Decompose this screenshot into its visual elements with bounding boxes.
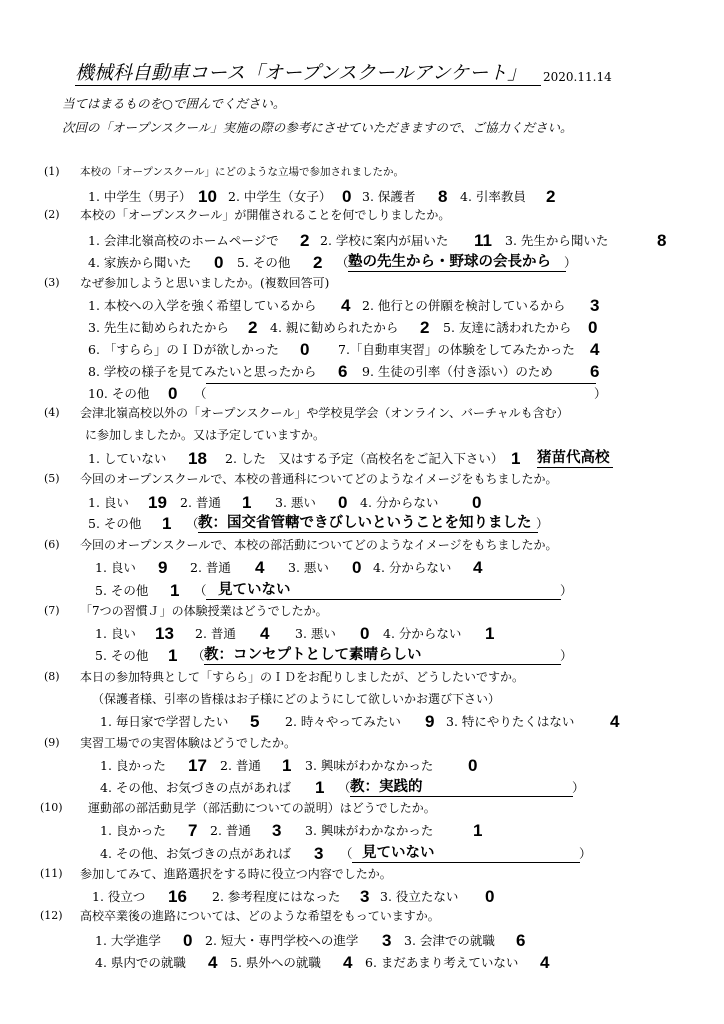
q9-option-1-label: 1. 良かった	[100, 758, 166, 773]
question-4-text-line-2: に参加しましたか。又は予定していますか。	[85, 428, 326, 442]
q12-option-2-count: 3	[382, 931, 392, 950]
q9-option-2-label: 2. 普通	[220, 758, 261, 773]
question-11-number: (11)	[40, 867, 63, 880]
q3-other-close-paren: ）	[594, 386, 607, 401]
q11-option-3-count: 0	[485, 887, 495, 906]
q7-other-open-paren: （	[192, 648, 205, 663]
q3-option-1-count: 4	[341, 296, 351, 315]
q2-option-1-label: 1. 会津北嶺高校のホームページで	[88, 233, 279, 248]
q11-option-2-count: 3	[360, 887, 370, 906]
q1-option-1-count: 10	[198, 187, 217, 206]
q4-option-2-count: 1	[511, 449, 521, 468]
question-12-answers-row-2	[0, 952, 724, 974]
q10-option-2-count: 3	[272, 821, 282, 840]
q7-option-4-count: 1	[485, 624, 495, 643]
q5-option-5-count: 1	[162, 514, 172, 533]
q1-option-4-count: 2	[546, 187, 556, 206]
question-5	[0, 468, 724, 490]
q9-option-4-label: 4. その他、お気づきの点があれば	[100, 780, 291, 795]
q2-other-close-paren: ）	[564, 255, 577, 270]
question-11	[0, 863, 724, 885]
question-5-answers-row-2	[0, 513, 724, 535]
q1-option-3-label: 3. 保護者	[362, 189, 416, 204]
question-10-text: 運動部の部活動見学（部活動についての説明）はどうでしたか。	[88, 801, 436, 815]
q12-option-3-label: 3. 会津での就職	[404, 933, 495, 948]
question-3-text: なぜ参加しようと思いましたか。(複数回答可)	[80, 276, 330, 290]
q10-option-1-count: 7	[188, 821, 198, 840]
q3-option-10-count: 0	[168, 384, 178, 403]
q2-option-1-count: 2	[300, 231, 310, 250]
question-4-text-continued	[0, 424, 724, 446]
q8-option-1-label: 1. 毎日家で学習したい	[100, 714, 229, 729]
q6-option-2-count: 4	[255, 558, 265, 577]
q3-option-4-count: 2	[420, 318, 430, 337]
q6-option-4-label: 4. 分からない	[373, 560, 452, 575]
q3-option-2-label: 2. 他行との併願を検討しているから	[362, 298, 566, 313]
question-8	[0, 666, 724, 688]
question-1-text: 本校の「オープンスクール」にどのような立場で参加されましたか。	[80, 166, 405, 178]
q5-option-3-count: 0	[338, 493, 348, 512]
q6-option-5-label: 5. その他	[95, 583, 149, 598]
question-8-text: 本日の参加特典として「すらら」のＩＤをお配りしましたが、どうしたいですか。	[80, 670, 525, 684]
question-12-number: (12)	[40, 909, 63, 922]
question-3-answers-row-3	[0, 339, 724, 361]
question-6-number: (6)	[44, 538, 60, 551]
question-7-text: 「7つの習慣Ｊ」の体験授業はどうでしたか。	[80, 604, 328, 618]
q7-option-3-label: 3. 悪い	[295, 626, 336, 641]
q9-other-answer: 教：実践的	[350, 777, 573, 797]
question-3-answers-row-1	[0, 295, 724, 317]
q7-option-1-count: 13	[155, 624, 174, 643]
survey-title: 機械科自動車コース「オープンスクールアンケート」	[75, 61, 541, 86]
question-10	[0, 797, 724, 819]
q7-option-1-label: 1. 良い	[95, 626, 136, 641]
q3-option-7-count: 4	[590, 340, 600, 359]
q11-option-2-label: 2. 参考程度にはなった	[212, 889, 341, 904]
q5-option-4-count: 0	[472, 493, 482, 512]
question-5-number: (5)	[44, 472, 60, 485]
question-4-answers	[0, 448, 724, 470]
q6-option-4-count: 4	[473, 558, 483, 577]
q12-option-2-label: 2. 短大・専門学校への進学	[205, 933, 359, 948]
q6-option-1-label: 1. 良い	[95, 560, 136, 575]
question-9-answers-row-2	[0, 777, 724, 799]
question-1-number: (1)	[44, 165, 60, 178]
question-7-answers-row-1	[0, 623, 724, 645]
q12-option-5-count: 4	[343, 953, 353, 972]
q7-other-close-paren: ）	[560, 648, 573, 663]
q2-option-4-label: 4. 家族から聞いた	[88, 255, 192, 270]
q6-other-open-paren: （	[194, 583, 207, 598]
q1-option-3-count: 8	[438, 187, 448, 206]
q2-option-3-label: 3. 先生から聞いた	[505, 233, 609, 248]
question-6-answers-row-1	[0, 557, 724, 579]
question-6-answers-row-2	[0, 580, 724, 602]
q7-option-5-count: 1	[168, 646, 178, 665]
q5-option-3-label: 3. 悪い	[275, 495, 316, 510]
q5-option-1-label: 1. 良い	[88, 495, 129, 510]
q7-option-2-count: 4	[260, 624, 270, 643]
question-2-text: 本校の「オープンスクール」が開催されることを何でしりましたか。	[80, 208, 451, 222]
question-2-number: (2)	[44, 208, 60, 221]
q1-option-2-label: 2. 中学生（女子）	[228, 189, 332, 204]
q3-option-8-count: 6	[338, 362, 348, 381]
q8-option-1-count: 5	[250, 712, 260, 731]
q3-option-5-count: 0	[588, 318, 598, 337]
q8-option-2-label: 2. 時々やってみたい	[285, 714, 401, 729]
q10-option-1-label: 1. 良かった	[100, 823, 166, 838]
q3-option-1-label: 1. 本校への入学を強く希望しているから	[88, 298, 317, 313]
q2-option-2-count: 11	[474, 231, 492, 250]
q3-option-6-count: 0	[300, 340, 310, 359]
q11-option-1-count: 16	[168, 887, 187, 906]
question-7-answers-row-2	[0, 645, 724, 667]
q6-other-answer: 見ていない	[206, 580, 561, 600]
survey-date: 2020.11.14	[543, 70, 612, 84]
q4-option-1-count: 18	[188, 449, 207, 468]
q10-option-4-label: 4. その他、お気づきの点があれば	[100, 846, 291, 861]
question-8-answers	[0, 711, 724, 733]
q10-option-3-count: 1	[473, 821, 483, 840]
q11-option-3-label: 3. 役立たない	[380, 889, 459, 904]
q3-option-5-label: 5. 友達に誘われたから	[443, 320, 572, 335]
question-3	[0, 272, 724, 294]
q3-other-open-paren: （	[194, 386, 207, 401]
question-2-answers-row-2	[0, 252, 724, 274]
question-4-number: (4)	[44, 406, 60, 419]
q12-option-5-label: 5. 県外への就職	[230, 955, 321, 970]
q7-option-2-label: 2. 普通	[195, 626, 236, 641]
q4-option-1-label: 1. していない	[88, 451, 167, 466]
q9-other-close-paren: ）	[572, 780, 585, 795]
q2-option-4-count: 0	[214, 253, 224, 272]
q2-option-3-count: 8	[657, 231, 667, 250]
q12-option-6-label: 6. まだあまり考えていない	[365, 955, 519, 970]
q3-option-3-label: 3. 先生に勧められたから	[88, 320, 229, 335]
question-8-text-line-2: （保護者様、引率の皆様はお子様にどのようにして欲しいかお選び下さい）	[92, 692, 501, 706]
question-10-answers-row-2	[0, 843, 724, 865]
question-9-text: 実習工場での実習体験はどうでしたか。	[80, 736, 297, 750]
question-12-text: 高校卒業後の進路については、どのような希望をもっていますか。	[80, 909, 440, 923]
q8-option-3-label: 3. 特にやりたくはない	[446, 714, 575, 729]
question-12-answers-row-1	[0, 930, 724, 952]
question-3-answers-row-2	[0, 317, 724, 339]
q5-other-open-paren: （	[186, 516, 199, 531]
q3-option-9-count: 6	[590, 362, 600, 381]
q4-option-2-label: 2. した 又はする予定（高校名をご記入下さい）	[225, 451, 504, 466]
question-3-number: (3)	[44, 276, 60, 289]
question-2-answers-row-1	[0, 230, 724, 252]
q5-option-2-label: 2. 普通	[180, 495, 221, 510]
q3-option-2-count: 3	[590, 296, 600, 315]
q5-other-answer: 教：国交省管轄できびしいということを知りました	[198, 513, 538, 533]
q1-option-2-count: 0	[342, 187, 352, 206]
question-2	[0, 204, 724, 226]
q3-other-answer	[206, 383, 596, 384]
q3-option-8-label: 8. 学校の様子を見てみたいと思ったから	[88, 364, 317, 379]
q9-option-1-count: 17	[188, 756, 207, 775]
q5-option-2-count: 1	[242, 493, 252, 512]
q7-option-5-label: 5. その他	[95, 648, 149, 663]
q10-other-close-paren: ）	[579, 846, 592, 861]
question-10-number: (10)	[40, 801, 63, 814]
q9-other-open-paren: （	[338, 780, 351, 795]
q12-option-4-label: 4. 県内での就職	[95, 955, 186, 970]
q2-option-5-label: 5. その他	[237, 255, 291, 270]
q3-option-4-label: 4. 親に勧められたから	[270, 320, 399, 335]
q7-option-3-count: 0	[360, 624, 370, 643]
q2-option-5-count: 2	[313, 253, 323, 272]
q5-other-close-paren: ）	[536, 516, 549, 531]
q3-option-10-label: 10. その他	[88, 386, 150, 401]
q8-option-3-count: 4	[610, 712, 620, 731]
question-7-number: (7)	[44, 604, 60, 617]
q7-other-answer: 教：コンセプトとして素晴らしい	[204, 645, 561, 665]
q9-option-2-count: 1	[282, 756, 292, 775]
q5-option-5-label: 5. その他	[88, 516, 142, 531]
q10-option-2-label: 2. 普通	[210, 823, 251, 838]
q12-option-1-label: 1. 大学進学	[95, 933, 161, 948]
question-5-text: 今回のオープンスクールで、本校の普通科についてどのようなイメージをもちましたか。	[80, 472, 558, 486]
question-6	[0, 534, 724, 556]
q4-school-name: 猪苗代高校	[537, 448, 613, 468]
q6-option-1-count: 9	[158, 558, 168, 577]
q11-option-1-label: 1. 役立つ	[92, 889, 146, 904]
question-7	[0, 600, 724, 622]
q3-option-6-label: 6. 「すらら」のＩＤが欲しかった	[88, 342, 279, 357]
question-9-answers-row-1	[0, 755, 724, 777]
question-9	[0, 732, 724, 754]
question-8-number: (8)	[44, 670, 60, 683]
q1-option-1-label: 1. 中学生（男子）	[88, 189, 192, 204]
question-6-text: 今回のオープンスクールで、本校の部活動についてどのようなイメージをもちましたか。	[80, 538, 558, 552]
q3-option-3-count: 2	[248, 318, 258, 337]
q10-other-open-paren: （	[340, 846, 353, 861]
q6-option-2-label: 2. 普通	[190, 560, 231, 575]
q9-option-3-count: 0	[468, 756, 478, 775]
q12-option-1-count: 0	[183, 931, 193, 950]
instruction-line-2: 次回の「オープンスクール」実施の際の参考にさせていただきますので、ご協力ください。	[62, 120, 573, 135]
question-4-text: 会津北嶺高校以外の「オープンスクール」や学校見学会（オンライン、バーチャルも含む）	[80, 406, 569, 420]
question-4	[0, 402, 724, 424]
question-9-number: (9)	[44, 736, 60, 749]
q5-option-1-count: 19	[148, 493, 167, 512]
q8-option-2-count: 9	[425, 712, 435, 731]
q2-other-answer: 塾の先生から・野球の会長から	[348, 252, 566, 272]
question-3-answers-row-4	[0, 361, 724, 383]
q12-option-4-count: 4	[208, 953, 218, 972]
q6-option-3-count: 0	[352, 558, 362, 577]
q3-option-7-label: 7.「自動車実習」の体験をしてみたかった	[338, 342, 575, 357]
q5-option-4-label: 4. 分からない	[360, 495, 439, 510]
q6-option-5-count: 1	[170, 581, 180, 600]
q10-other-answer: 見ていない	[352, 843, 580, 863]
question-1	[0, 161, 724, 183]
q7-option-4-label: 4. 分からない	[383, 626, 462, 641]
q1-option-4-label: 4. 引率教員	[460, 189, 526, 204]
q12-option-3-count: 6	[516, 931, 526, 950]
q2-other-open-paren: （	[336, 255, 349, 270]
q10-option-4-count: 3	[314, 844, 324, 863]
q6-option-3-label: 3. 悪い	[288, 560, 329, 575]
q12-option-6-count: 4	[540, 953, 550, 972]
question-8-note	[0, 688, 724, 710]
q9-option-3-label: 3. 興味がわかなかった	[305, 758, 434, 773]
question-12	[0, 905, 724, 927]
instruction-line-1: 当てはまるものを○で囲んでください。	[62, 96, 286, 111]
q10-option-3-label: 3. 興味がわかなかった	[305, 823, 434, 838]
question-5-answers-row-1	[0, 492, 724, 514]
q3-option-9-label: 9. 生徒の引率（付き添い）のため	[362, 364, 553, 379]
question-11-text: 参加してみて、進路選択をする時に役立つ内容でしたか。	[80, 867, 392, 881]
q6-other-close-paren: ）	[560, 583, 573, 598]
q2-option-2-label: 2. 学校に案内が届いた	[320, 233, 449, 248]
q9-option-4-count: 1	[315, 778, 325, 797]
question-10-answers-row-1	[0, 820, 724, 842]
